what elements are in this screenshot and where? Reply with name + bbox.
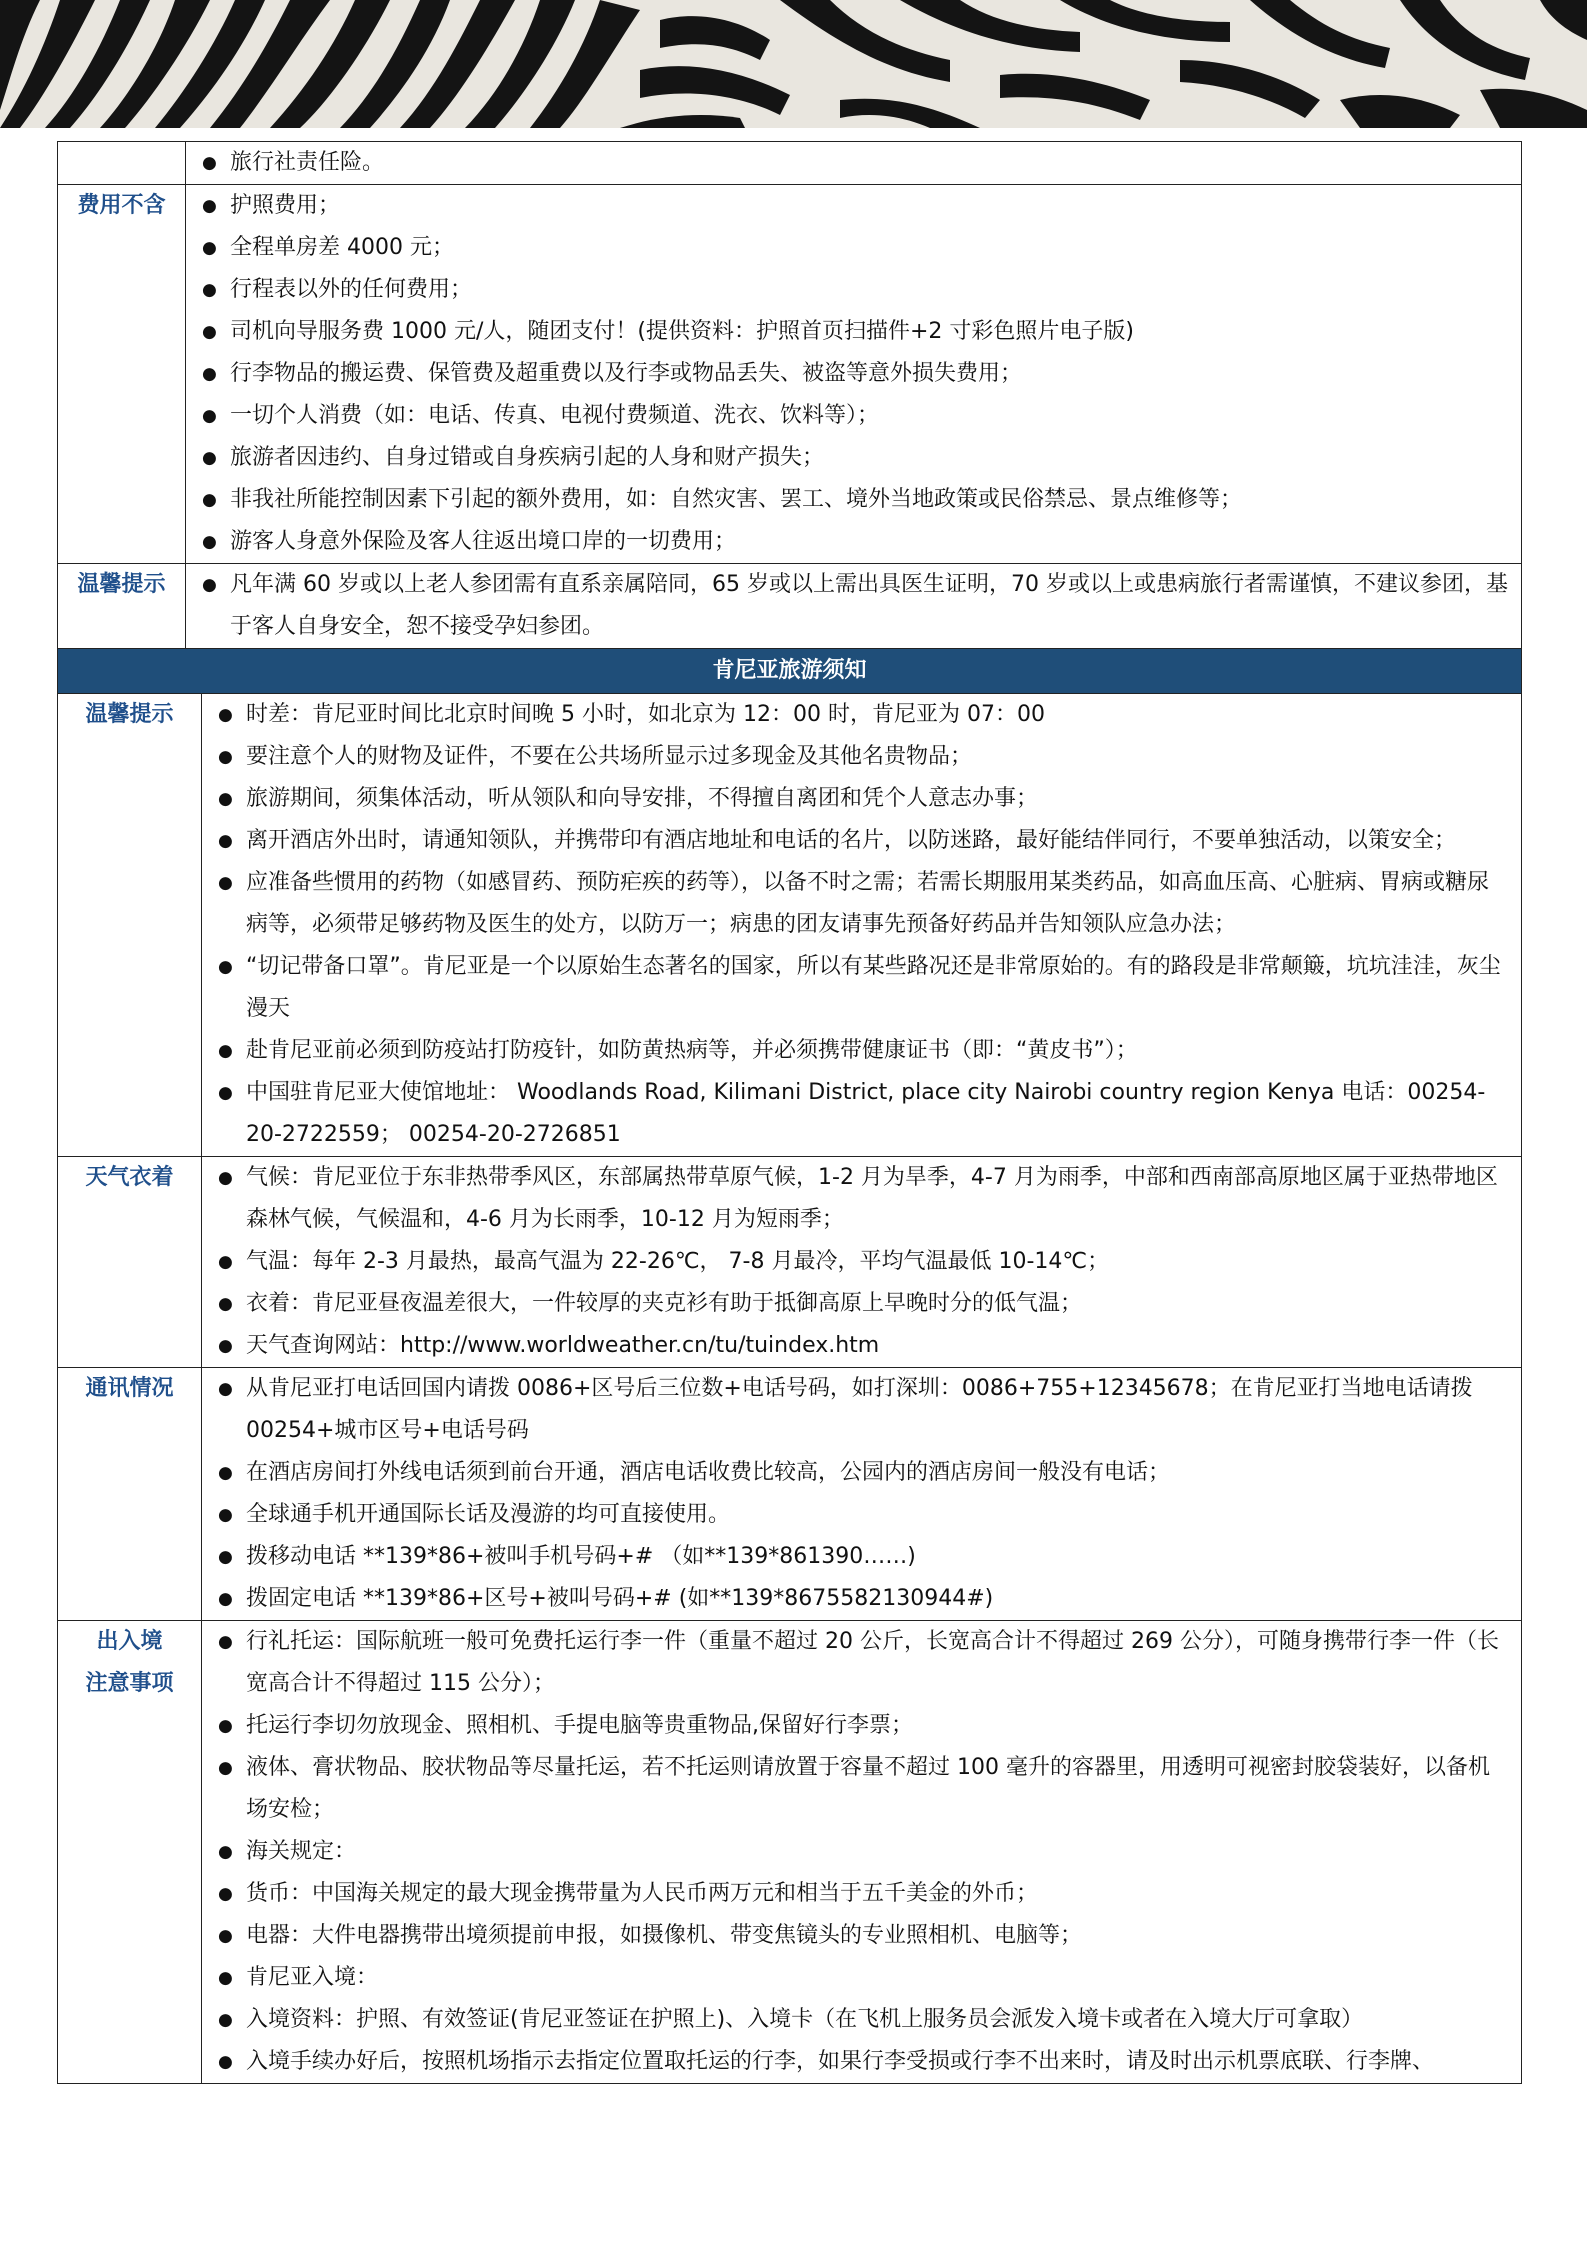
- list-item: ● “切记带备口罩”。肯尼亚是一个以原始生态著名的国家，所以有某些路况还是非常原始的。有的路段是非常颠簸，坑坑洼洼，灰尘漫天: [216, 946, 1509, 1030]
- row-label-line: 通讯情况: [85, 1375, 174, 1401]
- list-item: ● 中国驻肯尼亚大使馆地址： Woodlands Road, Kilimani District, place city Nairobi country region Kenya 电话：00254-20-2722559； 00254-20-2726851: [216, 1072, 1509, 1156]
- zebra-banner: [0, 0, 1587, 128]
- list-item: ● 全球通手机开通国际长话及漫游的均可直接使用。: [216, 1494, 1509, 1536]
- table-row: [58, 1367, 1522, 1620]
- list-item: ● 旅行社责任险。: [200, 142, 1509, 184]
- fee-table: [57, 141, 1522, 694]
- list-item: ● 衣着：肯尼亚昼夜温差很大，一件较厚的夹克衫有助于抵御高原上早晚时分的低气温；: [216, 1283, 1509, 1325]
- list-item: ● 气温：每年 2-3 月最热，最高气温为 22-26℃， 7-8 月最冷，平均气温最低 10-14℃；: [216, 1241, 1509, 1283]
- table-row: [58, 185, 1522, 564]
- row-label-line: 出入境: [96, 1628, 163, 1654]
- list-item: ● 时差：肯尼亚时间比北京时间晚 5 小时，如北京为 12：00 时，肯尼亚为 07：00: [216, 694, 1509, 736]
- row-label-tips: [58, 693, 202, 1156]
- row-label-entry-exit: [58, 1620, 202, 2083]
- list-item: ● 旅游者因违约、自身过错或自身疾病引起的人身和财产损失；: [200, 437, 1509, 479]
- list-item: ● 应准备些惯用的药物（如感冒药、预防疟疾的药等），以备不时之需；若需长期服用某类药品，如高血压高、心脏病、胃病或糖尿病等，必须带足够药物及医生的处方，以防万一；病患的团友请事先预备好药品并告知领队应急办法；: [216, 862, 1509, 946]
- list-item: ● 天气查询网站：http://www.worldweather.cn/tu/tuindex.htm: [216, 1325, 1509, 1367]
- table-row: [58, 564, 1522, 649]
- list-item: ● 入境资料：护照、有效签证(肯尼亚签证在护照上)、入境卡（在飞机上服务员会派发入境卡或者在入境大厅可拿取）: [216, 1999, 1509, 2041]
- section-title: 肯尼亚旅游须知: [58, 649, 1522, 694]
- list-item: ● 游客人身意外保险及客人往返出境口岸的一切费用；: [200, 521, 1509, 563]
- list-item: ● 拨固定电话 **139*86+区号+被叫号码+# (如**139*8675582130944#): [216, 1578, 1509, 1620]
- list-item: ● 从肯尼亚打电话回国内请拨 0086+区号后三位数+电话号码，如打深圳：0086+755+12345678；在肯尼亚打当地电话请拨 00254+城市区号+电话号码: [216, 1368, 1509, 1452]
- zebra-stripes-image: [0, 0, 1587, 128]
- list-item: ● 一切个人消费（如：电话、传真、电视付费频道、洗衣、饮料等）；: [200, 395, 1509, 437]
- list-item: ● 液体、膏状物品、胶状物品等尽量托运，若不托运则请放置于容量不超过 100 毫升的容器里，用透明可视密封胶袋装好，以备机场安检；: [216, 1747, 1509, 1831]
- row-label-communication: [58, 1367, 202, 1620]
- row-label-weather: [58, 1156, 202, 1367]
- row-label: [58, 142, 186, 185]
- list-item: ● 气候：肯尼亚位于东非热带季风区，东部属热带草原气候，1-2 月为旱季，4-7 月为雨季，中部和西南部高原地区属于亚热带地区森林气候，气候温和，4-6 月为长雨季，10-12 月为短雨季；: [216, 1157, 1509, 1241]
- list-item: ● 离开酒店外出时，请通知领队，并携带印有酒店地址和电话的名片，以防迷路，最好能结伴同行，不要单独活动，以策安全；: [216, 820, 1509, 862]
- list-item: ● 全程单房差 4000 元；: [200, 227, 1509, 269]
- list-item: ● 电器：大件电器携带出境须提前申报，如摄像机、带变焦镜头的专业照相机、电脑等；: [216, 1915, 1509, 1957]
- list-item: ● 肯尼亚入境：: [216, 1957, 1509, 1999]
- list-item: ● 拨移动电话 **139*86+被叫手机号码+# （如**139*861390……): [216, 1536, 1509, 1578]
- list-item: ● 行李物品的搬运费、保管费及超重费以及行李或物品丢失、被盗等意外损失费用；: [200, 353, 1509, 395]
- list-item: ● 托运行李切勿放现金、照相机、手提电脑等贵重物品,保留好行李票；: [216, 1705, 1509, 1747]
- list-item: ● 非我社所能控制因素下引起的额外费用，如：自然灾害、罢工、境外当地政策或民俗禁忌、景点维修等；: [200, 479, 1509, 521]
- list-item: ● 海关规定：: [216, 1831, 1509, 1873]
- table-row: [58, 142, 1522, 185]
- row-label-excluded: 费用不含: [58, 185, 186, 564]
- list-item: ● 要注意个人的财物及证件，不要在公共场所显示过多现金及其他名贵物品；: [216, 736, 1509, 778]
- list-item: ● 货币：中国海关规定的最大现金携带量为人民币两万元和相当于五千美金的外币；: [216, 1873, 1509, 1915]
- list-item: ● 行礼托运：国际航班一般可免费托运行李一件（重量不超过 20 公斤，长宽高合计不得超过 269 公分），可随身携带行李一件（长宽高合计不得超过 115 公分）；: [216, 1621, 1509, 1705]
- table-row: [58, 693, 1522, 1156]
- list-item: ● 司机向导服务费 1000 元/人，随团支付！(提供资料：护照首页扫描件+2 寸彩色照片电子版): [200, 311, 1509, 353]
- row-label-tips: 温馨提示: [58, 564, 186, 649]
- list-item: ● 赴肯尼亚前必须到防疫站打防疫针，如防黄热病等，并必须携带健康证书（即：“黄皮书”）；: [216, 1030, 1509, 1072]
- row-label-line: 天气衣着: [85, 1164, 174, 1190]
- kenya-notes-table: [57, 693, 1522, 2084]
- list-item: ● 凡年满 60 岁或以上老人参团需有直系亲属陪同，65 岁或以上需出具医生证明，70 岁或以上或患病旅行者需谨慎，不建议参团，基于客人自身安全，恕不接受孕妇参团。: [200, 564, 1509, 648]
- list-item: ● 行程表以外的任何费用；: [200, 269, 1509, 311]
- list-item: ● 入境手续办好后，按照机场指示去指定位置取托运的行李，如果行李受损或行李不出来时，请及时出示机票底联、行李牌、: [216, 2041, 1509, 2083]
- row-label-line: 温馨提示: [85, 701, 174, 727]
- row-label-line: 注意事项: [85, 1670, 174, 1696]
- table-row: [58, 1156, 1522, 1367]
- list-item: ● 在酒店房间打外线电话须到前台开通，酒店电话收费比较高，公园内的酒店房间一般没有电话；: [216, 1452, 1509, 1494]
- list-item: ● 旅游期间，须集体活动，听从领队和向导安排，不得擅自离团和凭个人意志办事；: [216, 778, 1509, 820]
- list-item: ● 护照费用；: [200, 185, 1509, 227]
- section-header-row: [58, 649, 1522, 694]
- table-row: [58, 1620, 1522, 2083]
